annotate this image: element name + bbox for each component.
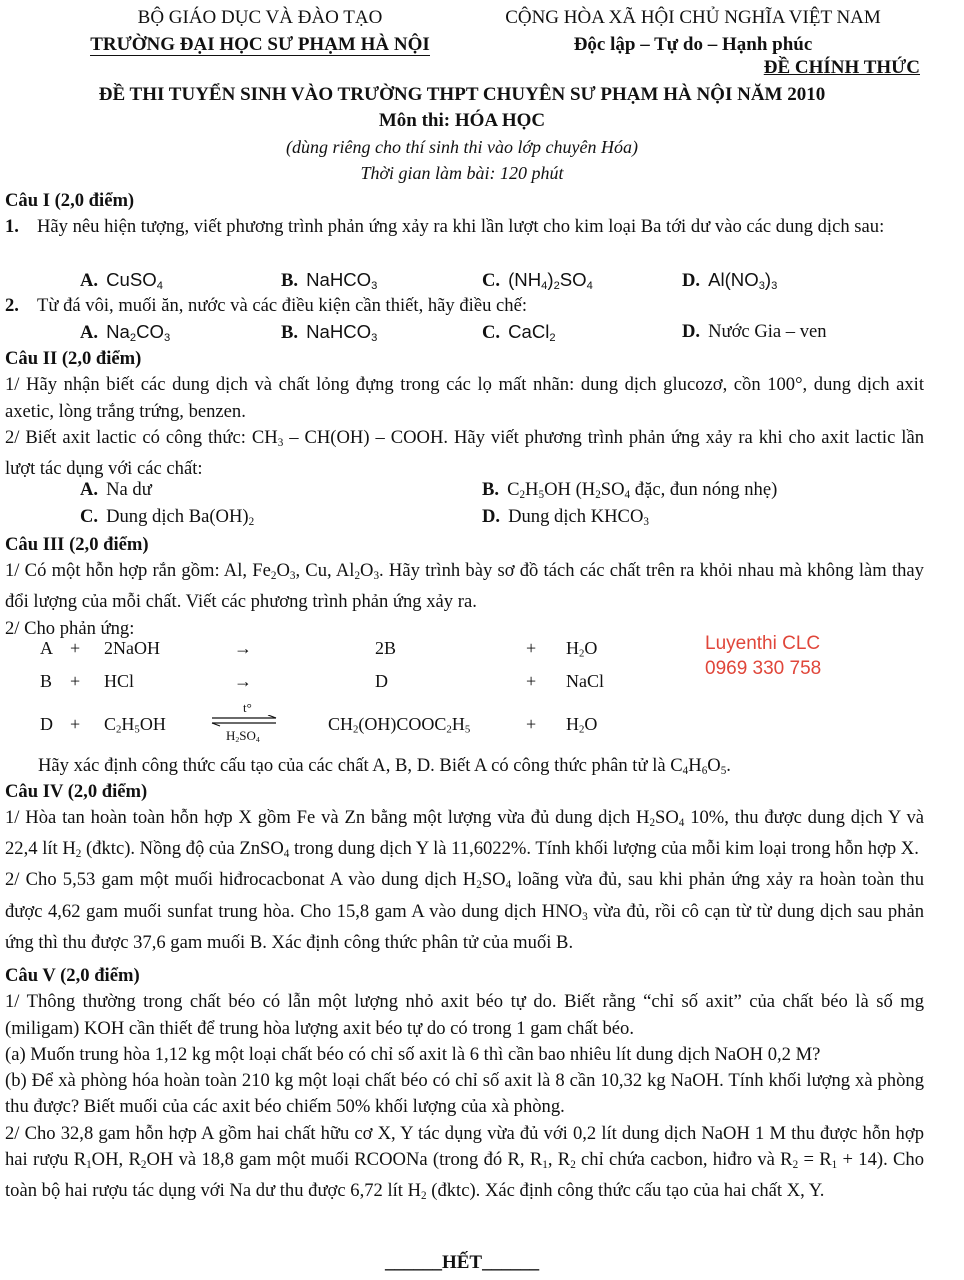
t: SO bbox=[481, 869, 506, 891]
subscript: 2 bbox=[476, 879, 482, 892]
question-2-title: Câu II (2,0 điểm) bbox=[5, 348, 142, 369]
question-1-title: Câu I (2,0 điểm) bbox=[5, 190, 135, 211]
eq-term bbox=[566, 714, 597, 736]
t: 2/ Cho 32,8 gam hỗn hợp A gồm hai chất hữu cơ X, Y tác dụng vừa đủ với 0,2 lít dung dịch NaOH 1 M thu được hỗn hợp hai rượu R bbox=[5, 1122, 924, 1171]
question-1 bbox=[5, 188, 924, 241]
watermark-line-1: Luyenthi CLC bbox=[705, 633, 821, 654]
eq-term: A bbox=[40, 638, 53, 658]
option-text: CaCl bbox=[508, 321, 550, 342]
option-text: NaHCO bbox=[306, 321, 372, 342]
university-name-text: TRƯỜNG ĐẠI HỌC SƯ PHẠM HÀ NỘI bbox=[90, 34, 430, 55]
note-line: (dùng riêng cho thí sinh thi vào lớp chuyên Hóa) bbox=[285, 137, 639, 157]
motto bbox=[470, 31, 916, 58]
eq-term: 2NaOH bbox=[104, 638, 160, 658]
question-2 bbox=[5, 346, 924, 482]
option-text: Na bbox=[106, 321, 130, 342]
t: vừa đủ, rồi cô cạn từ từ dung dịch sau phản ứng thì thu được 37,6 gam muối B. Xác định công thức phân tử của muối B. bbox=[5, 900, 924, 953]
subscript: 4 bbox=[505, 879, 512, 892]
end-marker bbox=[0, 1252, 924, 1274]
subscript: 3 bbox=[643, 515, 649, 528]
t: Hãy xác định công thức cấu tạo của các chất A, B, D. Biết A có công thức phân tử là C bbox=[38, 755, 683, 776]
eq-arrow: → bbox=[234, 638, 252, 658]
t: 2/ Cho 5,53 gam một muối hiđrocacbonat A vào dung dịch H bbox=[5, 869, 477, 891]
t: . bbox=[726, 755, 731, 776]
official-label: ĐỀ CHÍNH THỨC bbox=[763, 57, 920, 78]
subscript: 2 bbox=[792, 1158, 799, 1171]
subscript: 4 bbox=[678, 817, 685, 830]
q1-2-option-d bbox=[682, 321, 827, 343]
subscript: 4 bbox=[541, 279, 548, 292]
option-label: D. bbox=[482, 506, 501, 527]
subscript: 2 bbox=[235, 734, 240, 744]
subscript: 2 bbox=[270, 570, 277, 583]
eq-term: NaCl bbox=[566, 671, 604, 691]
t: H bbox=[525, 479, 539, 500]
option-text: CO bbox=[136, 321, 164, 342]
t: loãng vừa đủ, sau khi phản ứng xảy ra hoàn toàn thu được 4,62 gam muối sunfat trung hòa. Cho 15,8 gam A vào dung dịch HNO bbox=[5, 869, 924, 922]
subscript: 2 bbox=[140, 1158, 147, 1171]
t: OH (H bbox=[544, 479, 596, 500]
option-text: Nước Gia – ven bbox=[708, 321, 827, 342]
question-3 bbox=[5, 532, 924, 642]
question-4-part-1 bbox=[5, 805, 924, 867]
t: CH bbox=[328, 714, 354, 734]
time-line: Thời gian làm bài: 120 phút bbox=[360, 163, 564, 183]
t: chỉ chứa cacbon, hiđro và R bbox=[575, 1149, 793, 1171]
subscript: 4 bbox=[255, 734, 260, 744]
question-5-part-2 bbox=[5, 1121, 924, 1209]
option-text: CuSO bbox=[106, 269, 157, 290]
t: = R bbox=[798, 1149, 832, 1171]
option-label: A. bbox=[80, 270, 99, 291]
t: , R bbox=[547, 1149, 571, 1171]
subscript: 2 bbox=[354, 570, 361, 583]
q1-2-option-a bbox=[80, 321, 170, 344]
t: OH và 18,8 gam một muối RCOONa (trong đó R, R bbox=[146, 1149, 543, 1171]
text: – CH(OH) – COOH. Hãy viết phương trình phản ứng xảy ra khi cho axit lactic lần lượt tác dụng với các chất: bbox=[5, 426, 924, 479]
subscript: 3 bbox=[582, 910, 588, 923]
question-4 bbox=[5, 779, 924, 956]
q1-option-a bbox=[80, 269, 163, 292]
t: (đktc). Xác định công thức cấu tạo của hai chất X, Y. bbox=[426, 1180, 825, 1202]
subscript: 1 bbox=[831, 1158, 838, 1171]
subscript: 2 bbox=[129, 331, 137, 344]
subscript: 2 bbox=[116, 723, 122, 736]
t: SO bbox=[600, 479, 625, 500]
subscript: 5 bbox=[464, 723, 471, 736]
option-text: Al(NO bbox=[708, 269, 759, 290]
subscript: 3 bbox=[758, 279, 765, 292]
t: + 14). Cho toàn bộ hai rượu tác dụng với Na dư thu được 6,72 lít H bbox=[5, 1149, 924, 1202]
q2-option-a bbox=[80, 479, 152, 501]
q1-2-option-c bbox=[482, 321, 556, 344]
t: O bbox=[360, 560, 374, 582]
option-text: (NH bbox=[508, 269, 542, 290]
t: 1/ Có một hỗn hợp rắn gồm: Al, Fe bbox=[5, 560, 271, 582]
t: H bbox=[121, 714, 135, 734]
eq-term bbox=[328, 714, 470, 736]
end-rule-right: ______ bbox=[482, 1252, 540, 1273]
q2-option-b bbox=[482, 479, 777, 501]
option-label: C. bbox=[80, 506, 99, 527]
question-2-part-1: 1/ Hãy nhận biết các dung dịch và chất lỏng đựng trong các lọ mất nhãn: dung dịch glucozơ, cồn 100°, dung dịch axit axetic, lòng trắng trứng, benzen. bbox=[5, 374, 924, 422]
t: 10%, thu được dung dịch Y và 22,4 lít H bbox=[5, 807, 924, 860]
question-5-title: Câu V (2,0 điểm) bbox=[5, 965, 140, 986]
t: 1/ Hòa tan hoàn toàn hỗn hợp X gồm Fe và Zn bằng một lượng vừa đủ dung dịch H bbox=[5, 807, 650, 829]
t: H bbox=[226, 728, 236, 743]
eq-plus: + bbox=[526, 638, 537, 658]
t: C bbox=[507, 479, 520, 500]
subscript: 2 bbox=[248, 515, 255, 528]
question-3-title: Câu III (2,0 điểm) bbox=[5, 534, 149, 555]
option-text: SO bbox=[559, 269, 587, 290]
subscript: 4 bbox=[586, 279, 593, 292]
t: (đktc). Nồng độ của ZnSO bbox=[81, 838, 284, 860]
subscript: 2 bbox=[579, 723, 585, 736]
q2-option-c bbox=[80, 506, 254, 528]
eq-plus: + bbox=[526, 714, 537, 734]
t: Dung dịch KHCO bbox=[508, 506, 644, 527]
eq-plus: + bbox=[526, 671, 537, 691]
subscript: 2 bbox=[446, 723, 452, 736]
t: trong dung dịch Y là 11,6022%. Tính khối lượng của mỗi kim loại trong hỗn hợp X. bbox=[289, 838, 919, 860]
subscript: 6 bbox=[701, 764, 708, 777]
eq-term: D bbox=[375, 671, 388, 691]
t: H bbox=[688, 755, 702, 776]
eq-term: HCl bbox=[104, 671, 135, 691]
question-4-title: Câu IV (2,0 điểm) bbox=[5, 781, 148, 802]
question-5-part-a: (a) Muốn trung hòa 1,12 kg một loại chất béo có chỉ số axit là 6 thì cần bao nhiêu lít dung dịch NaOH 0,2 M? bbox=[5, 1043, 821, 1065]
text: 2/ Biết axit lactic có công thức: CH bbox=[5, 426, 278, 448]
t: O bbox=[584, 714, 598, 734]
watermark bbox=[705, 631, 821, 681]
eq-plus: + bbox=[70, 671, 81, 691]
header-right bbox=[470, 4, 916, 58]
subscript: 3 bbox=[771, 279, 778, 292]
t: H bbox=[566, 638, 579, 658]
t: O bbox=[707, 755, 721, 776]
part-number: 2. bbox=[5, 295, 19, 316]
option-text: ) bbox=[547, 269, 554, 290]
subscript: 3 bbox=[289, 570, 296, 583]
t: SO bbox=[655, 807, 679, 829]
subscript: 2 bbox=[421, 1189, 427, 1202]
subscript: 2 bbox=[519, 488, 526, 501]
subscript: 3 bbox=[277, 436, 284, 449]
eq-condition-top: t° bbox=[243, 700, 252, 715]
eq-term bbox=[566, 638, 597, 660]
t: đặc, đun nóng nhẹ) bbox=[630, 479, 778, 500]
eq-term bbox=[104, 714, 166, 736]
eq-term: 2B bbox=[375, 638, 397, 658]
t: OH bbox=[139, 714, 166, 734]
subscript: 3 bbox=[371, 331, 378, 344]
option-label: B. bbox=[281, 270, 299, 291]
option-label: B. bbox=[281, 322, 299, 343]
t: O bbox=[276, 560, 290, 582]
subscript: 1 bbox=[542, 1158, 548, 1171]
option-label: A. bbox=[80, 322, 99, 343]
option-label: D. bbox=[682, 270, 701, 291]
q2-option-d bbox=[482, 506, 649, 528]
q1-option-d bbox=[682, 269, 777, 292]
question-5-part-b: (b) Để xà phòng hóa hoàn toàn 210 kg một loại chất béo có chỉ số axit là 8 cần 10,32 kg NaOH. Tính khối lượng xà phòng thu được? Biết muối của các axit béo chiếm 50% khối lượng của xà phòng. bbox=[5, 1070, 924, 1118]
option-label: B. bbox=[482, 479, 500, 500]
subscript: 5 bbox=[538, 488, 545, 501]
t: H bbox=[566, 714, 579, 734]
subject-line: Môn thi: HÓA HỌC bbox=[378, 110, 546, 131]
watermark-line-2: 0969 330 758 bbox=[705, 658, 822, 679]
part-text: Từ đá vôi, muối ăn, nước và các điều kiện cần thiết, hãy điều chế: bbox=[37, 295, 528, 316]
end-text: HẾT bbox=[441, 1252, 483, 1273]
q1-2-option-b bbox=[281, 321, 377, 344]
t: . Hãy trình bày sơ đồ tách các chất trên ra khỏi nhau mà không làm thay đổi lượng của mỗi chất. Viết các phương trình phản ứng xảy ra. bbox=[5, 560, 924, 613]
university-name bbox=[40, 31, 480, 58]
option-text: ) bbox=[764, 269, 772, 290]
option-label: C. bbox=[482, 322, 501, 343]
subscript: 2 bbox=[579, 647, 585, 660]
question-5-part-1: 1/ Thông thường trong chất béo có lẫn một lượng nhỏ axit béo tự do. Biết rằng “chỉ số axit” của chất béo là số mg (miligam) KOH cần thiết để trung hòa lượng axit béo tự do có trong 1 gam chất béo. bbox=[5, 991, 924, 1039]
question-4-part-2 bbox=[5, 867, 924, 955]
end-rule-left: ______ bbox=[384, 1252, 442, 1273]
subscript: 4 bbox=[283, 848, 290, 861]
equilibrium-arrow-icon bbox=[210, 715, 280, 727]
part-number: 1. bbox=[5, 216, 19, 238]
eq-plus: + bbox=[70, 638, 81, 658]
subscript: 4 bbox=[624, 488, 631, 501]
question-3-part-1 bbox=[5, 558, 924, 615]
part-text: Hãy nêu hiện tượng, viết phương trình phản ứng xảy ra khi lần lượt cho kim loại Ba tới dư vào các dung dịch sau: bbox=[37, 216, 885, 238]
exam-title: ĐỀ THI TUYỂN SINH VÀO TRƯỜNG THPT CHUYÊN SƯ PHẠM HÀ NỘI NĂM 2010 bbox=[98, 84, 826, 105]
subscript: 5 bbox=[720, 764, 727, 777]
q1-option-b bbox=[281, 269, 377, 292]
subscript: 4 bbox=[156, 279, 163, 292]
subscript: 2 bbox=[549, 331, 556, 344]
subscript: 1 bbox=[86, 1158, 92, 1171]
question-3-part-2: 2/ Cho phản ứng: bbox=[5, 617, 135, 639]
question-1-part-2 bbox=[5, 293, 924, 319]
header-left bbox=[40, 4, 480, 58]
country-name: CỘNG HÒA XÃ HỘI CHỦ NGHĨA VIỆT NAM bbox=[505, 7, 881, 28]
eq-term: B bbox=[40, 671, 53, 691]
subscript: 2 bbox=[553, 279, 560, 292]
t: O bbox=[584, 638, 598, 658]
t: OH, R bbox=[91, 1149, 141, 1171]
question-1-part-1 bbox=[5, 214, 924, 240]
option-label: D. bbox=[682, 321, 701, 342]
t: Dung dịch Ba(OH) bbox=[106, 506, 249, 527]
question-5 bbox=[5, 963, 924, 1209]
option-label: C. bbox=[482, 270, 501, 291]
ministry-name: BỘ GIÁO DỤC VÀ ĐÀO TẠO bbox=[137, 7, 383, 28]
t: SO bbox=[239, 728, 256, 743]
option-label: A. bbox=[80, 479, 99, 500]
subscript: 3 bbox=[163, 331, 171, 344]
subscript: 2 bbox=[570, 1158, 576, 1171]
question-2-part-2 bbox=[5, 425, 924, 482]
t: , Cu, Al bbox=[295, 560, 355, 582]
motto-text: Độc lập – Tự do – Hạnh phúc bbox=[573, 34, 813, 55]
eq-term: D bbox=[40, 714, 53, 734]
subscript: 2 bbox=[75, 848, 82, 861]
subscript: 4 bbox=[682, 764, 689, 777]
eq-condition-bottom bbox=[226, 728, 260, 744]
subscript: 3 bbox=[373, 570, 380, 583]
option-text: NaHCO bbox=[306, 269, 372, 290]
subscript: 3 bbox=[371, 279, 378, 292]
subscript: 2 bbox=[353, 723, 359, 736]
option-text: Na dư bbox=[106, 479, 152, 500]
subscript: 5 bbox=[134, 723, 140, 736]
q1-option-c bbox=[482, 269, 593, 292]
t: H bbox=[451, 714, 465, 734]
eq-plus: + bbox=[70, 714, 81, 734]
eq-arrow: → bbox=[234, 671, 252, 691]
subscript: 2 bbox=[649, 817, 656, 830]
t: (OH)COOC bbox=[358, 714, 447, 734]
subscript: 2 bbox=[595, 488, 601, 501]
t: C bbox=[104, 714, 117, 734]
